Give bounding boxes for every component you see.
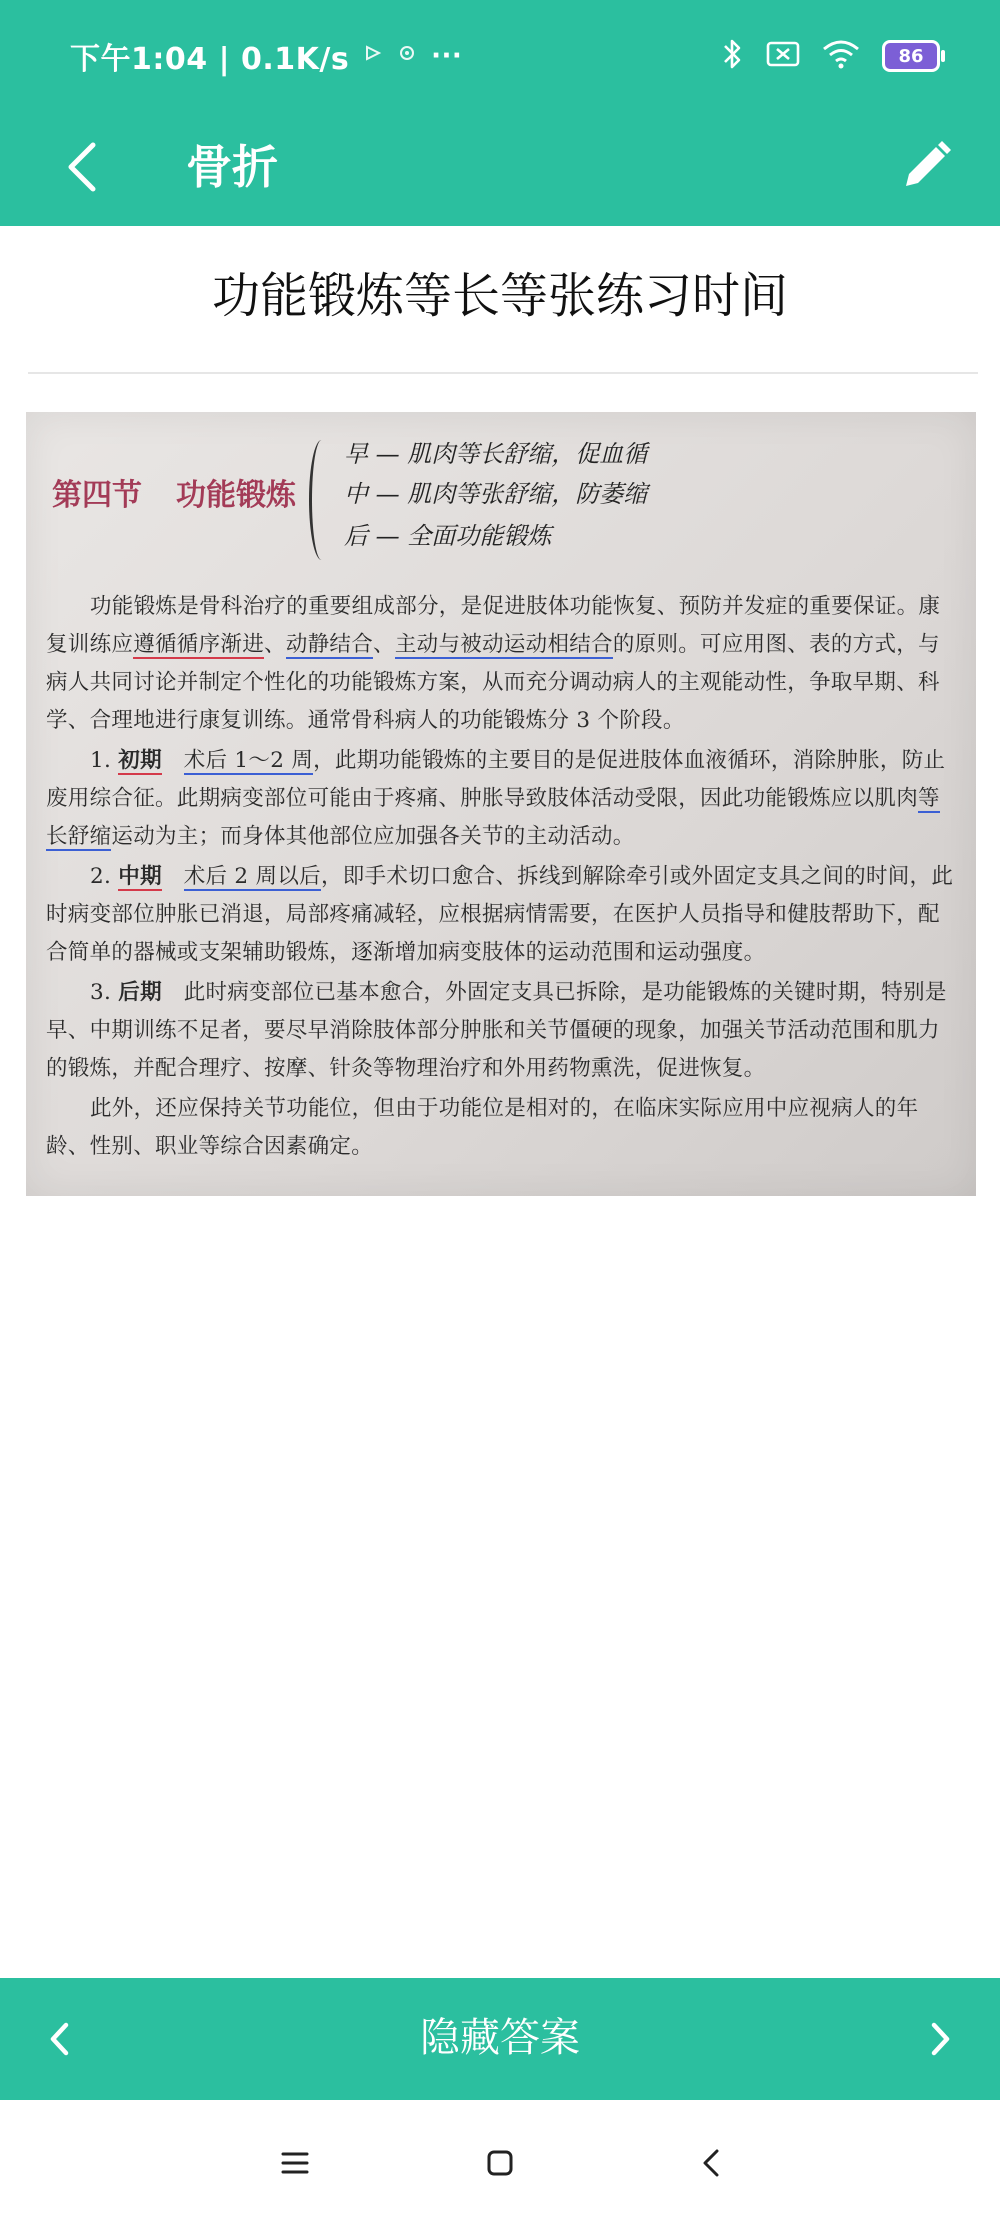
handwritten-note-early: 早 — 肌肉等长舒缩，促血循 xyxy=(344,440,648,468)
navigation-bar xyxy=(0,110,1000,226)
battery-level: 86 xyxy=(898,45,924,67)
bluetooth-icon xyxy=(722,37,744,75)
paragraph-early-stage: 1. 初期 术后 1～2 周，此期功能锻炼的主要目的是促进肢体血液循环，消除肿胀，防止废用综合征。此期病变部位可能由于疼痛、肿胀导致肢体活动受限，因此功能锻炼应以肌肉等长舒缩运动为主；而身体其他部位应加强各关节的主动活动。 xyxy=(46,748,946,849)
menu-icon xyxy=(281,2151,309,2175)
square-icon xyxy=(486,2149,514,2177)
status-bar xyxy=(0,0,1000,110)
status-left xyxy=(70,36,462,76)
time-early: 术后 1～2 周 xyxy=(183,748,314,773)
app-header xyxy=(0,0,1000,226)
edit-button[interactable] xyxy=(888,128,964,204)
recent-apps-button[interactable] xyxy=(270,2138,320,2188)
section-title: 功能锻炼 xyxy=(176,478,296,513)
notification-icon xyxy=(363,43,383,69)
system-navigation-bar xyxy=(0,2100,1000,2222)
underline-gradual: 遵循循序渐进 xyxy=(133,632,265,657)
handwritten-note-late: 后 — 全面功能锻炼 xyxy=(344,522,552,550)
paragraph-late-stage: 3. 后期 此时病变部位已基本愈合，外固定支具已拆除，是功能锻炼的关键时期，特别是早、中期训练不足者，要尽早消除肢体部分肿胀和关节僵硬的现象，加强关节活动范围和肌力的锻炼，并配合理疗、按摩、针灸等物理治疗和外用药物熏洗，促进恢复。 xyxy=(46,980,947,1081)
sim-off-icon xyxy=(766,41,800,71)
previous-button[interactable] xyxy=(24,2004,94,2074)
paragraph-middle-stage: 2. 中期 术后 2 周以后，即手术切口愈合、拆线到解除牵引或外固定支具之间的时间，此时病变部位肿胀已消退，局部疼痛减轻，应根据病情需要，在医护人员指导和健肢帮助下，配合简单的器械或支架辅助锻炼，逐渐增加病变肢体的运动范围和运动强度。 xyxy=(46,864,954,965)
stage-late: 后期 xyxy=(118,980,162,1005)
section-number: 第四节 xyxy=(52,478,142,513)
home-button[interactable] xyxy=(475,2138,525,2188)
battery-icon xyxy=(882,40,940,72)
next-button[interactable] xyxy=(906,2004,976,2074)
hide-answer-button[interactable]: 隐藏答案 xyxy=(420,2015,580,2061)
chevron-right-icon xyxy=(930,2022,952,2056)
paragraph-additional: 此外，还应保持关节功能位，但由于功能位是相对的，在临床实际应用中应视病人的年龄、性别、职业等综合因素确定。 xyxy=(46,1096,919,1159)
handwritten-brace xyxy=(309,440,334,560)
stage-early: 初期 xyxy=(118,748,162,773)
textbook-page xyxy=(26,412,976,1196)
paragraph-intro: 功能锻炼是骨科治疗的重要组成部分，是促进肢体功能恢复、预防并发症的重要保证。康复训练应遵循循序渐进、动静结合、主动与被动运动相结合的原则。可应用图、表的方式，与病人共同讨论并制定个性化的功能锻炼方案，从而充分调动病人的主观能动性，争取早期、科学、合理地进行康复训练。通常骨科病人的功能锻炼分 3 个阶段。 xyxy=(46,594,941,733)
wifi-icon xyxy=(822,39,860,73)
status-right xyxy=(722,34,940,78)
underline-balance: 动静结合 xyxy=(285,632,374,657)
chevron-left-icon xyxy=(701,2148,721,2178)
section-heading xyxy=(52,470,296,514)
page-title: 骨折 xyxy=(186,140,278,194)
back-button[interactable] xyxy=(52,132,112,202)
divider xyxy=(28,372,978,374)
bottom-action-bar xyxy=(0,1978,1000,2100)
pencil-icon xyxy=(900,140,952,192)
stage-middle: 中期 xyxy=(118,864,162,889)
system-back-button[interactable] xyxy=(686,2138,736,2188)
location-icon xyxy=(397,43,417,69)
question-title: 功能锻炼等长等张练习时间 xyxy=(211,268,788,324)
underline-active-passive: 主动与被动运动相结合 xyxy=(394,632,613,657)
chevron-left-icon xyxy=(48,2022,70,2056)
time-middle: 术后 2 周以后 xyxy=(183,864,321,889)
handwritten-note-middle: 中 — 肌肉等张舒缩，防萎缩 xyxy=(344,480,648,508)
answer-image[interactable] xyxy=(26,412,976,1196)
status-more: ··· xyxy=(431,41,463,71)
status-time-speed: 下午1:04 | 0.1K/s xyxy=(70,42,350,77)
underline-isometric: 等长舒缩 xyxy=(46,786,940,849)
chevron-left-icon xyxy=(65,141,99,193)
